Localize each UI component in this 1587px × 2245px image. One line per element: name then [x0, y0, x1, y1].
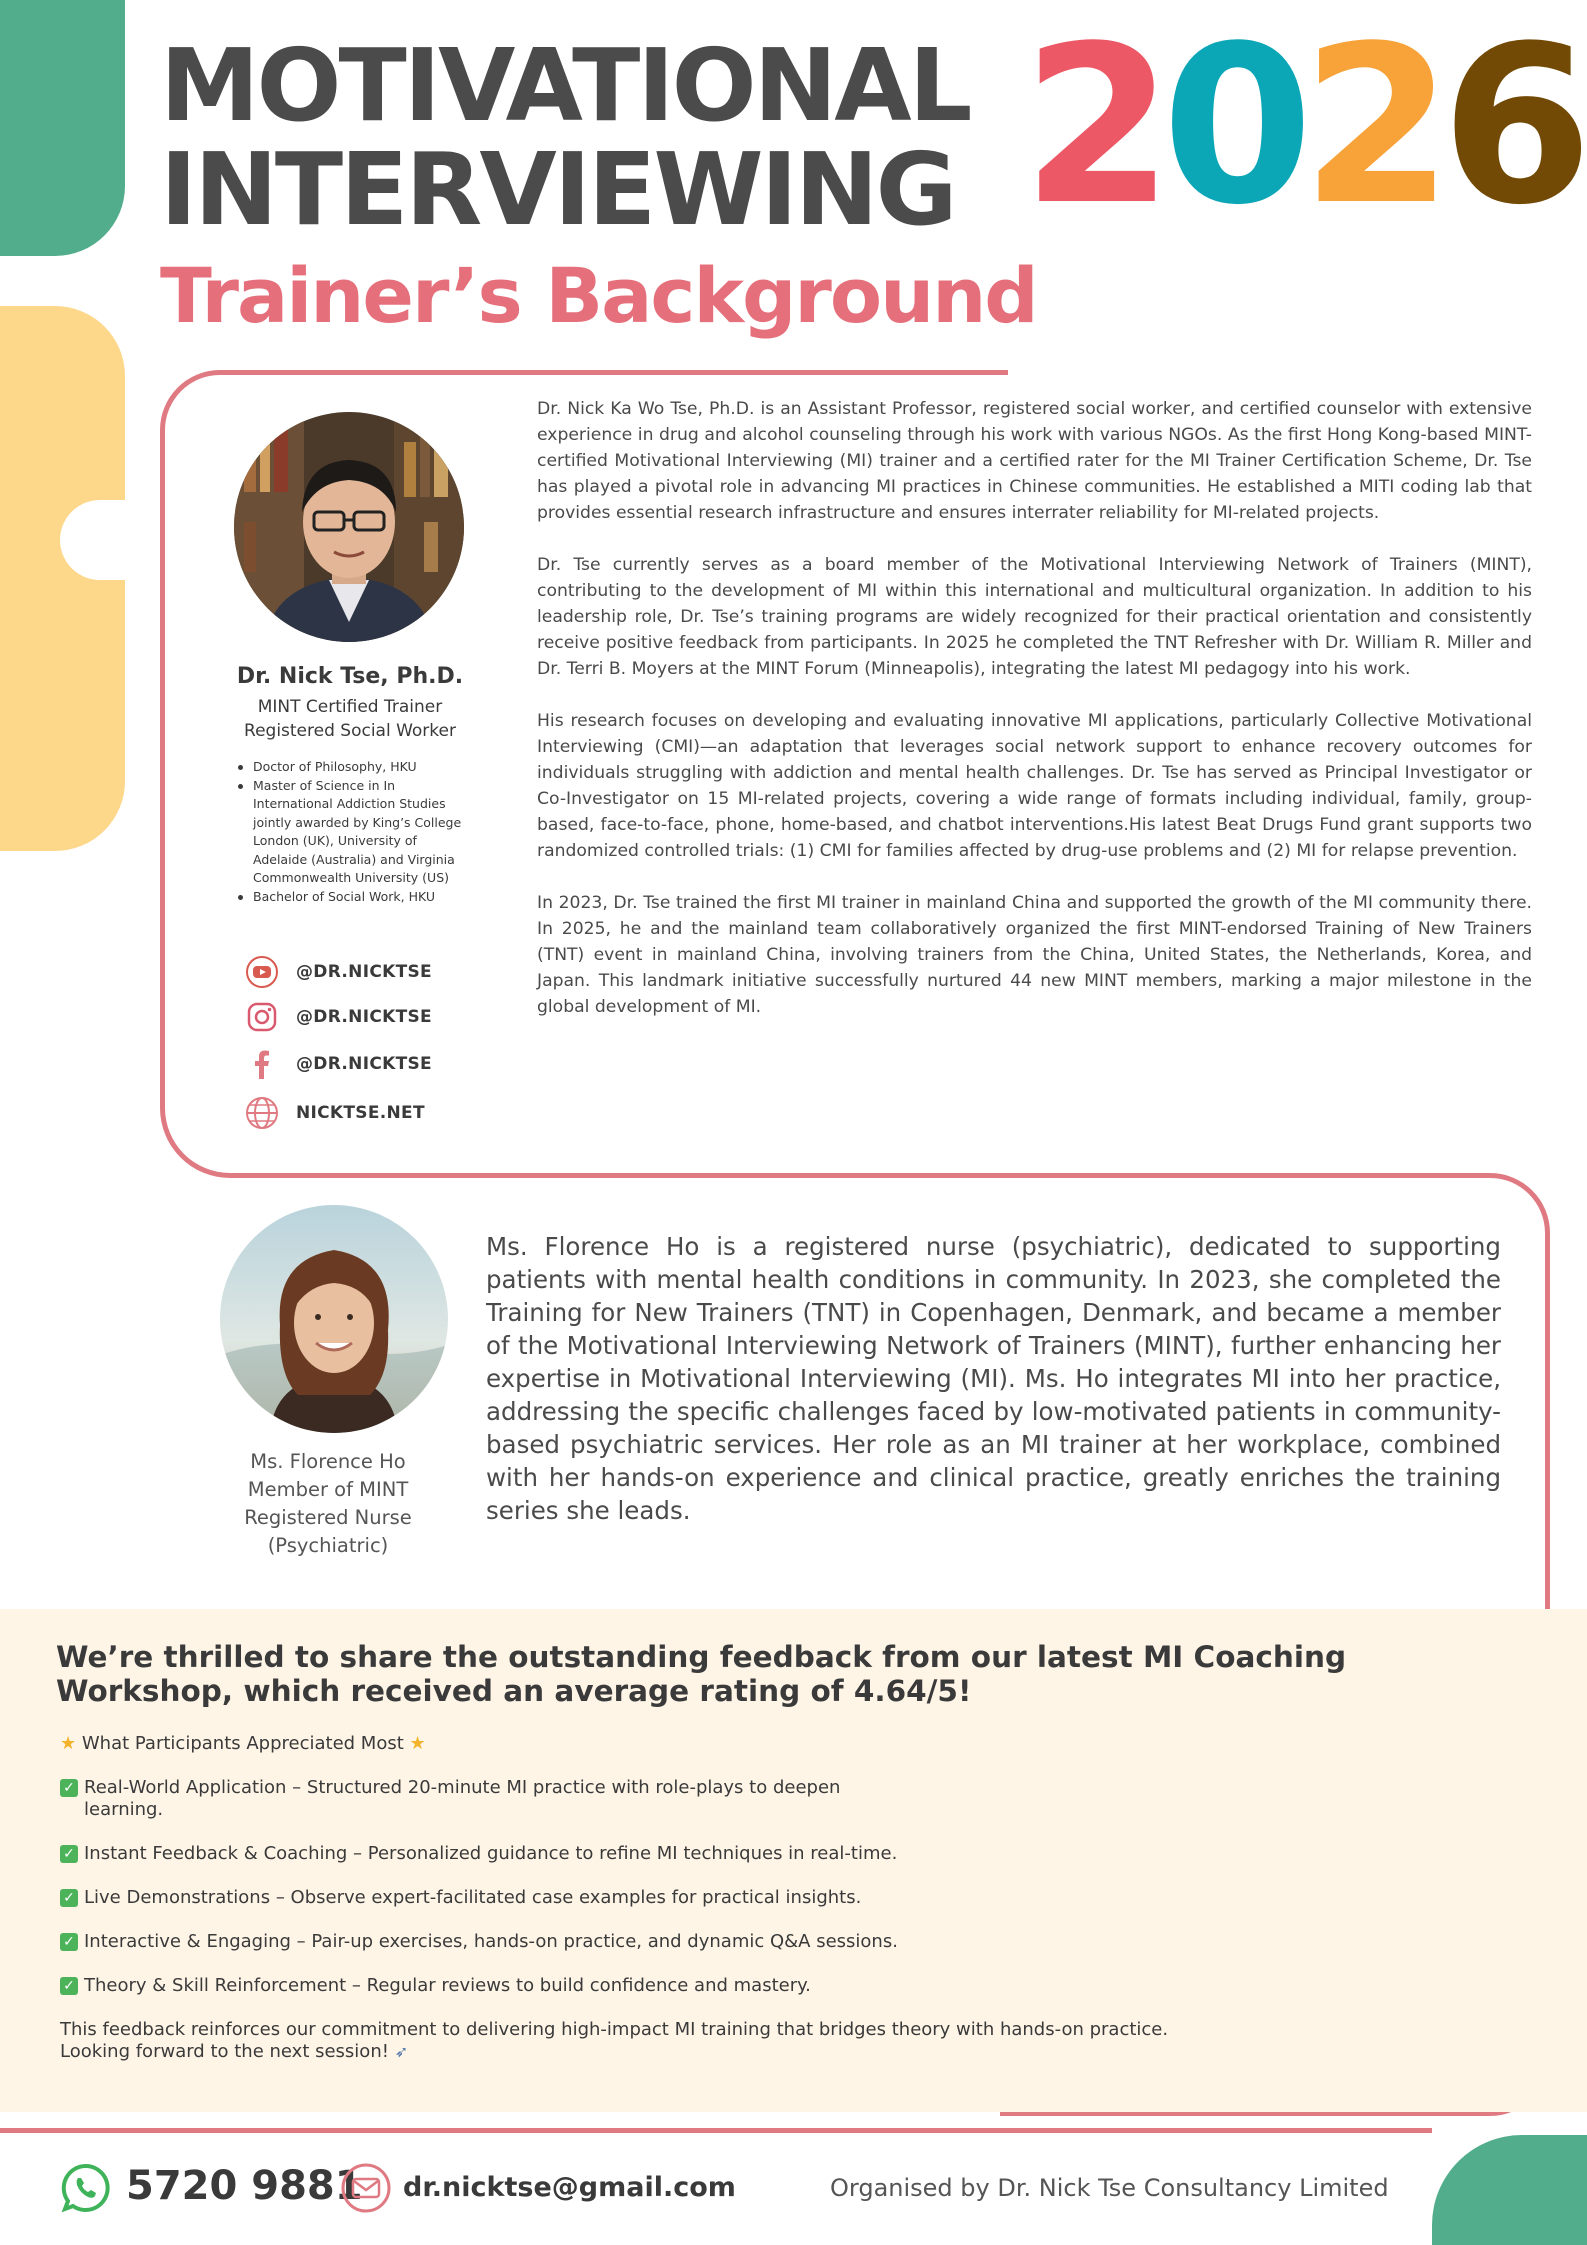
facebook-handle[interactable]: @DR.NICKTSE [296, 1054, 432, 1074]
degree-item: Master of Science in In International Addiction Studies jointly awarded by King’s College London (UK), University of Adelaide (Australia) and Virginia Commonwealth University (US) [236, 777, 472, 888]
trainer-name: Ms. Florence Ho [250, 1450, 406, 1473]
feedback-item-text: Interactive & Engaging – Pair-up exercises, hands-on practice, and dynamic Q&A sessions. [84, 1931, 898, 1952]
star-icon: ★ [60, 1733, 77, 1754]
appreciated-title-row [60, 1733, 426, 1755]
degree-item: Bachelor of Social Work, HKU [236, 888, 472, 907]
feedback-item [60, 1843, 1060, 1865]
trainer-name: Dr. Nick Tse, Ph.D. [236, 664, 464, 689]
trainer-role: Member of MINT [247, 1478, 409, 1501]
degree-item: Doctor of Philosophy, HKU [236, 758, 472, 777]
trainer-role: Registered Social Worker [244, 721, 456, 741]
bio-paragraph: In 2023, Dr. Tse trained the first MI trainer in mainland China and supported the growth of the MI community there. In 2025, he and the mainland team collaboratively organized the first MINT-endorsed Training of New Trainers (TNT) event in mainland China, involving trainers from the China, United States, the Netherlands, Korea, and Japan. This landmark initiative successfully nurtured 44 new MINT members, marking a major milestone in the global development of MI. [537, 893, 1532, 1017]
trainer-id-nick [200, 664, 500, 743]
bio-paragraph: His research focuses on developing and evaluating innovative MI applications, particularly Collective Motivational Interviewing (CMI)—an adaptation that leverages social network support to enhance recovery outcomes for individuals struggling with addiction and mental health challenges. Dr. Tse has served as Principal Investigator or Co-Investigator on 15 MI-related projects, covering a wide range of formats including individual, family, group-based, face-to-face, phone, home-based, and chatbot interventions.His latest Beat Drugs Fund grant supports two randomized controlled trials: (1) CMI for families affected by drug-use problems and (2) MI for relapse prevention. [537, 711, 1532, 861]
globe-icon [244, 1096, 280, 1130]
checkmark-icon: ✓ [60, 1933, 78, 1951]
mail-icon[interactable] [340, 2162, 392, 2214]
youtube-handle[interactable]: @DR.NICKTSE [296, 962, 432, 982]
social-website[interactable] [244, 1096, 504, 1130]
year-digit-2: 0 [1161, 0, 1302, 253]
trainer-role: (Psychiatric) [267, 1534, 389, 1557]
trainer-role: Registered Nurse [244, 1506, 412, 1529]
feedback-item [60, 1777, 920, 1821]
website-link[interactable]: NICKTSE.NET [296, 1103, 425, 1123]
closing-line: This feedback reinforces our commitment to delivering high-impact MI training that bridges theory with hands-on practice. [60, 2019, 1169, 2040]
trainer-photo-florence [220, 1205, 448, 1433]
section-subtitle: Trainer’s Background [160, 251, 1037, 340]
title-line-2: INTERVIEWING [160, 131, 955, 248]
feedback-item [60, 1887, 1060, 1909]
social-instagram[interactable] [244, 1000, 504, 1034]
feedback-item-text: Real-World Application – Structured 20-minute MI practice with role-plays to deepen learning. [84, 1777, 841, 1820]
closing-line-2 [60, 2041, 1360, 2063]
social-youtube[interactable] [244, 955, 504, 989]
trainer-id-florence [200, 1448, 456, 1560]
checkmark-icon: ✓ [60, 1889, 78, 1907]
trainer-bio-nick [537, 396, 1532, 1046]
facebook-icon [244, 1047, 280, 1081]
appreciated-title: What Participants Appreciated Most [81, 1733, 404, 1754]
social-facebook[interactable] [244, 1047, 504, 1081]
youtube-icon [244, 955, 280, 989]
trainer-bio-florence: Ms. Florence Ho is a registered nurse (psychiatric), dedicated to supporting patients with mental health conditions in community. In 2023, she completed the Training for New Trainers (TNT) in Copenhagen, Denmark, and became a member of the Motivational Interviewing Network of Trainers (MINT), further enhancing her expertise in Motivational Interviewing (MI). Ms. Ho integrates MI into her practice, addressing the specific challenges faced by low-motivated patients in community-based psychiatric services. Her role as an MI trainer at her workplace, combined with her hands-on experience and clinical practice, greatly enriches the training series she leads. [486, 1232, 1501, 1525]
checkmark-icon: ✓ [60, 1779, 78, 1797]
whatsapp-icon[interactable] [60, 2162, 112, 2214]
instagram-icon [244, 1000, 280, 1034]
feedback-closing [60, 2019, 1360, 2063]
feedback-item-text: Live Demonstrations – Observe expert-facilitated case examples for practical insights. [84, 1887, 862, 1908]
decorative-green-shape-top [0, 0, 125, 256]
decorative-green-shape-bottom [1432, 2135, 1587, 2245]
rocket-icon: ➶ [394, 2042, 409, 2061]
year-digit-1: 2 [1022, 0, 1162, 253]
checkmark-icon: ✓ [60, 1845, 78, 1863]
decorative-yellow-notch [60, 500, 150, 580]
footer-divider [0, 2128, 1432, 2133]
year-title [1022, 0, 1581, 253]
degree-list [236, 758, 472, 906]
trainer-photo-nick [234, 412, 464, 642]
email-link[interactable]: dr.nicktse@gmail.com [403, 2172, 736, 2203]
trainer-role: MINT Certified Trainer [257, 697, 443, 717]
feedback-item-text: Instant Feedback & Coaching – Personalized guidance to refine MI techniques in real-time. [84, 1843, 898, 1864]
year-digit-4: 6 [1441, 0, 1581, 253]
closing-text: Looking forward to the next session! [60, 2041, 389, 2062]
feedback-item [60, 1931, 1060, 1953]
bio-paragraph: Dr. Tse currently serves as a board member of the Motivational Interviewing Network of Trainers (MINT), contributing to the development of MI within this international and multicultural organization. In addition to his leadership role, Dr. Tse’s training programs are widely recognized for their practical orientation and consistently receive positive feedback from participants. In 2025 he completed the TNT Refresher with Dr. William R. Miller and Dr. Terri B. Moyers at the MINT Forum (Minneapolis), integrating the latest MI pedagogy into his work. [537, 555, 1532, 679]
year-digit-3: 2 [1301, 0, 1442, 253]
bio-paragraph: Dr. Nick Ka Wo Tse, Ph.D. is an Assistant Professor, registered social worker, and certified counselor with extensive experience in drug and alcohol counseling through his work with various NGOs. As the first Hong Kong-based MINT-certified Motivational Interviewing (MI) trainer and a certified rater for the MI Trainer Certification Scheme, Dr. Tse has played a pivotal role in advancing MI practices in Chinese communities. He established a MITI coding lab that provides essential research infrastructure and ensures interrater reliability for MI-related projects. [537, 399, 1532, 523]
star-icon: ★ [409, 1733, 426, 1754]
feedback-item [60, 1975, 1060, 1997]
instagram-handle[interactable]: @DR.NICKTSE [296, 1007, 432, 1027]
feedback-item-text: Theory & Skill Reinforcement – Regular reviews to build confidence and mastery. [84, 1975, 811, 1996]
organiser-text: Organised by Dr. Nick Tse Consultancy Limited [830, 2174, 1389, 2202]
phone-number[interactable]: 5720 9881 [126, 2163, 363, 2209]
title-line-1: MOTIVATIONAL [160, 27, 970, 144]
feedback-heading: We’re thrilled to share the outstanding feedback from our latest MI Coaching Workshop, which received an average rating of 4.64/5! [56, 1640, 1347, 1708]
checkmark-icon: ✓ [60, 1977, 78, 1995]
